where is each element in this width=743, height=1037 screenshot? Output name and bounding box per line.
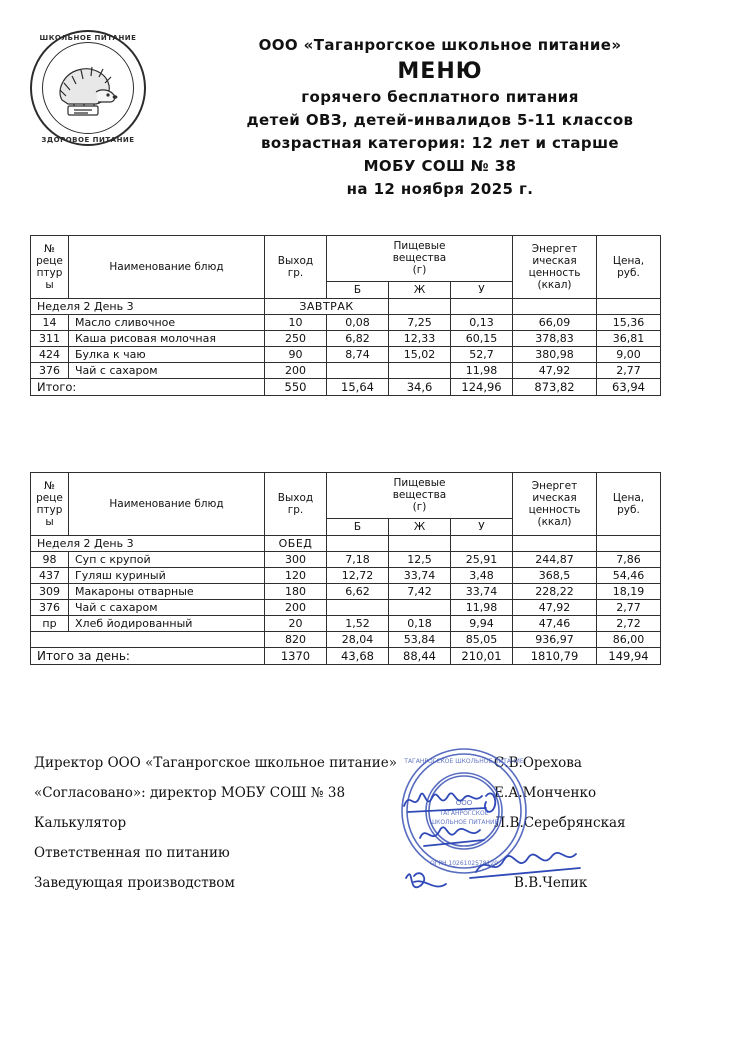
- header-dish-name: Наименование блюд: [69, 473, 265, 536]
- header-line-1: горячего бесплатного питания: [301, 88, 579, 106]
- cell-energy: 380,98: [513, 347, 597, 363]
- cell-output: 20: [265, 616, 327, 632]
- cell-b: 6,82: [327, 331, 389, 347]
- cell-dish-name: Масло сливочное: [69, 315, 265, 331]
- lunch-meal-label: ОБЕД: [265, 536, 327, 552]
- day-total-row: [31, 648, 661, 665]
- signature-role: «Согласовано»: директор МОБУ СОШ № 38: [34, 785, 346, 801]
- cell-price: 7,86: [597, 552, 661, 568]
- signature-name: Л.В.Серебрянская: [494, 815, 626, 831]
- cell-output: 200: [265, 363, 327, 379]
- header-u: У: [451, 518, 513, 536]
- breakfast-total-b: 15,64: [327, 379, 389, 396]
- cell-energy: 368,5: [513, 568, 597, 584]
- cell-zh: [389, 600, 451, 616]
- signature-block: [34, 755, 714, 905]
- svg-text:ШКОЛЬНОЕ ПИТАНИЕ: ШКОЛЬНОЕ ПИТАНИЕ: [429, 819, 499, 826]
- cell-output: 250: [265, 331, 327, 347]
- cell-dish-name: Чай с сахаром: [69, 600, 265, 616]
- lunch-subtotal-energy: 936,97: [513, 632, 597, 648]
- cell-energy: 47,46: [513, 616, 597, 632]
- cell-output: 200: [265, 600, 327, 616]
- signature-row: [34, 815, 714, 845]
- header-b: Б: [327, 518, 389, 536]
- header-org: ООО «Таганрогское школьное питание»: [258, 36, 622, 54]
- breakfast-week-day: Неделя 2 День 3: [31, 299, 265, 315]
- header-recipe-no: № реце птур ы: [31, 473, 69, 536]
- cell-recipe-no: 424: [31, 347, 69, 363]
- cell-b: 7,18: [327, 552, 389, 568]
- cell-price: 15,36: [597, 315, 661, 331]
- header-b: Б: [327, 281, 389, 299]
- svg-text:ООО: ООО: [455, 799, 473, 807]
- signature-name: В.В.Чепик: [514, 875, 588, 891]
- cell-b: [327, 600, 389, 616]
- cell-output: 10: [265, 315, 327, 331]
- lunch-subtotal-price: 86,00: [597, 632, 661, 648]
- day-total-price: 149,94: [597, 648, 661, 665]
- table-row: [31, 600, 661, 616]
- signature-row: [34, 755, 714, 785]
- header-line-3: возрастная категория: 12 лет и старше: [261, 134, 619, 152]
- signature-role: Калькулятор: [34, 815, 127, 831]
- signature-row: [34, 845, 714, 875]
- header-price: Цена, руб.: [597, 473, 661, 536]
- cell-u: 3,48: [451, 568, 513, 584]
- lunch-subtotal-u: 85,05: [451, 632, 513, 648]
- cell-energy: 244,87: [513, 552, 597, 568]
- lunch-table: [30, 472, 661, 665]
- header-zh: Ж: [389, 518, 451, 536]
- cell-u: 0,13: [451, 315, 513, 331]
- cell-u: 25,91: [451, 552, 513, 568]
- table-header-row: [31, 473, 661, 519]
- svg-text:ТАГАНРОГСКОЕ ШКОЛЬНОЕ ПИТАНИЕ: ТАГАНРОГСКОЕ ШКОЛЬНОЕ ПИТАНИЕ: [404, 758, 524, 765]
- breakfast-meal-label: ЗАВТРАК: [265, 299, 389, 315]
- cell-recipe-no: 437: [31, 568, 69, 584]
- day-total-energy: 1810,79: [513, 648, 597, 665]
- cell-output: 120: [265, 568, 327, 584]
- lunch-subtotal-b: 28,04: [327, 632, 389, 648]
- cell-dish-name: Каша рисовая молочная: [69, 331, 265, 347]
- day-total-u: 210,01: [451, 648, 513, 665]
- svg-text:ТАГАНРОГСКОЕ: ТАГАНРОГСКОЕ: [439, 810, 489, 817]
- cell-u: 52,7: [451, 347, 513, 363]
- logo-top-text: ШКОЛЬНОЕ ПИТАНИЕ: [39, 34, 137, 42]
- cell-energy: 47,92: [513, 363, 597, 379]
- cell-energy: 47,92: [513, 600, 597, 616]
- cell-price: 18,19: [597, 584, 661, 600]
- signature-name: Е.А.Монченко: [494, 785, 597, 801]
- header-menu-word: МЕНЮ: [397, 59, 483, 84]
- header-dish-name: Наименование блюд: [69, 236, 265, 299]
- document-header: [160, 36, 720, 203]
- company-logo: [30, 30, 150, 148]
- cell-recipe-no: пр: [31, 616, 69, 632]
- cell-price: 54,46: [597, 568, 661, 584]
- signature-row: [34, 875, 714, 905]
- header-nutrients: Пищевые вещества (г): [327, 236, 513, 282]
- cell-b: 0,08: [327, 315, 389, 331]
- table-row: [31, 616, 661, 632]
- cell-zh: 12,5: [389, 552, 451, 568]
- breakfast-total-label: Итого:: [31, 379, 265, 396]
- header-price: Цена, руб.: [597, 236, 661, 299]
- cell-zh: 12,33: [389, 331, 451, 347]
- day-total-zh: 88,44: [389, 648, 451, 665]
- table-row: [31, 552, 661, 568]
- signature-role: Заведующая производством: [34, 875, 235, 891]
- header-output: Выход гр.: [265, 236, 327, 299]
- cell-recipe-no: 14: [31, 315, 69, 331]
- cell-energy: 66,09: [513, 315, 597, 331]
- breakfast-total-energy: 873,82: [513, 379, 597, 396]
- cell-dish-name: Чай с сахаром: [69, 363, 265, 379]
- header-line-4: МОБУ СОШ № 38: [363, 157, 517, 175]
- lunch-subtotal-zh: 53,84: [389, 632, 451, 648]
- lunch-section-row: [31, 536, 661, 552]
- cell-price: 2,77: [597, 363, 661, 379]
- cell-zh: 0,18: [389, 616, 451, 632]
- cell-b: 1,52: [327, 616, 389, 632]
- breakfast-total-u: 124,96: [451, 379, 513, 396]
- table-row: [31, 568, 661, 584]
- cell-output: 300: [265, 552, 327, 568]
- breakfast-total-output: 550: [265, 379, 327, 396]
- cell-zh: 15,02: [389, 347, 451, 363]
- header-line-2: детей ОВЗ, детей-инвалидов 5-11 классов: [246, 111, 634, 129]
- cell-recipe-no: 376: [31, 600, 69, 616]
- cell-energy: 378,83: [513, 331, 597, 347]
- lunch-subtotal-row: [31, 632, 661, 648]
- cell-b: 12,72: [327, 568, 389, 584]
- lunch-subtotal-output: 820: [265, 632, 327, 648]
- lunch-week-day: Неделя 2 День 3: [31, 536, 265, 552]
- cell-output: 90: [265, 347, 327, 363]
- cell-price: 2,72: [597, 616, 661, 632]
- header-u: У: [451, 281, 513, 299]
- signature-role: Ответственная по питанию: [34, 845, 230, 861]
- cell-recipe-no: 98: [31, 552, 69, 568]
- cell-u: 11,98: [451, 363, 513, 379]
- cell-u: 60,15: [451, 331, 513, 347]
- table-row: [31, 584, 661, 600]
- cell-price: 36,81: [597, 331, 661, 347]
- breakfast-total-price: 63,94: [597, 379, 661, 396]
- cell-dish-name: Суп с крупой: [69, 552, 265, 568]
- table-row: [31, 347, 661, 363]
- cell-recipe-no: 376: [31, 363, 69, 379]
- header-recipe-no: № реце птур ы: [31, 236, 69, 299]
- breakfast-section-row: [31, 299, 661, 315]
- table-row: [31, 363, 661, 379]
- day-total-label: Итого за день:: [31, 648, 265, 665]
- cell-b: [327, 363, 389, 379]
- cell-dish-name: Хлеб йодированный: [69, 616, 265, 632]
- cell-recipe-no: 311: [31, 331, 69, 347]
- header-energy: Энергет ическая ценность (ккал): [513, 236, 597, 299]
- signature-row: [34, 785, 714, 815]
- day-total-output: 1370: [265, 648, 327, 665]
- header-zh: Ж: [389, 281, 451, 299]
- cell-dish-name: Гуляш куриный: [69, 568, 265, 584]
- cell-dish-name: Булка к чаю: [69, 347, 265, 363]
- table-row: [31, 315, 661, 331]
- svg-text:ОГРН 1026102578120: ОГРН 1026102578120: [429, 860, 499, 867]
- breakfast-total-row: [31, 379, 661, 396]
- cell-price: 2,77: [597, 600, 661, 616]
- signature-name: С.В.Орехова: [494, 755, 582, 771]
- table-row: [31, 331, 661, 347]
- cell-energy: 228,22: [513, 584, 597, 600]
- header-line-5: на 12 ноября 2025 г.: [346, 180, 534, 198]
- cell-b: 6,62: [327, 584, 389, 600]
- cell-zh: 7,42: [389, 584, 451, 600]
- table-header-row: [31, 236, 661, 282]
- cell-u: 33,74: [451, 584, 513, 600]
- cell-price: 9,00: [597, 347, 661, 363]
- day-total-b: 43,68: [327, 648, 389, 665]
- cell-u: 11,98: [451, 600, 513, 616]
- header-energy: Энергет ическая ценность (ккал): [513, 473, 597, 536]
- signature-role: Директор ООО «Таганрогское школьное питание»: [34, 755, 397, 771]
- header-nutrients: Пищевые вещества (г): [327, 473, 513, 519]
- logo-bottom-text: ЗДОРОВОЕ ПИТАНИЕ: [41, 136, 135, 144]
- cell-dish-name: Макароны отварные: [69, 584, 265, 600]
- cell-b: 8,74: [327, 347, 389, 363]
- cell-zh: 33,74: [389, 568, 451, 584]
- header-output: Выход гр.: [265, 473, 327, 536]
- breakfast-table: [30, 235, 661, 396]
- cell-u: 9,94: [451, 616, 513, 632]
- cell-output: 180: [265, 584, 327, 600]
- hedgehog-icon: [52, 56, 124, 120]
- cell-zh: 7,25: [389, 315, 451, 331]
- cell-recipe-no: 309: [31, 584, 69, 600]
- breakfast-total-zh: 34,6: [389, 379, 451, 396]
- cell-zh: [389, 363, 451, 379]
